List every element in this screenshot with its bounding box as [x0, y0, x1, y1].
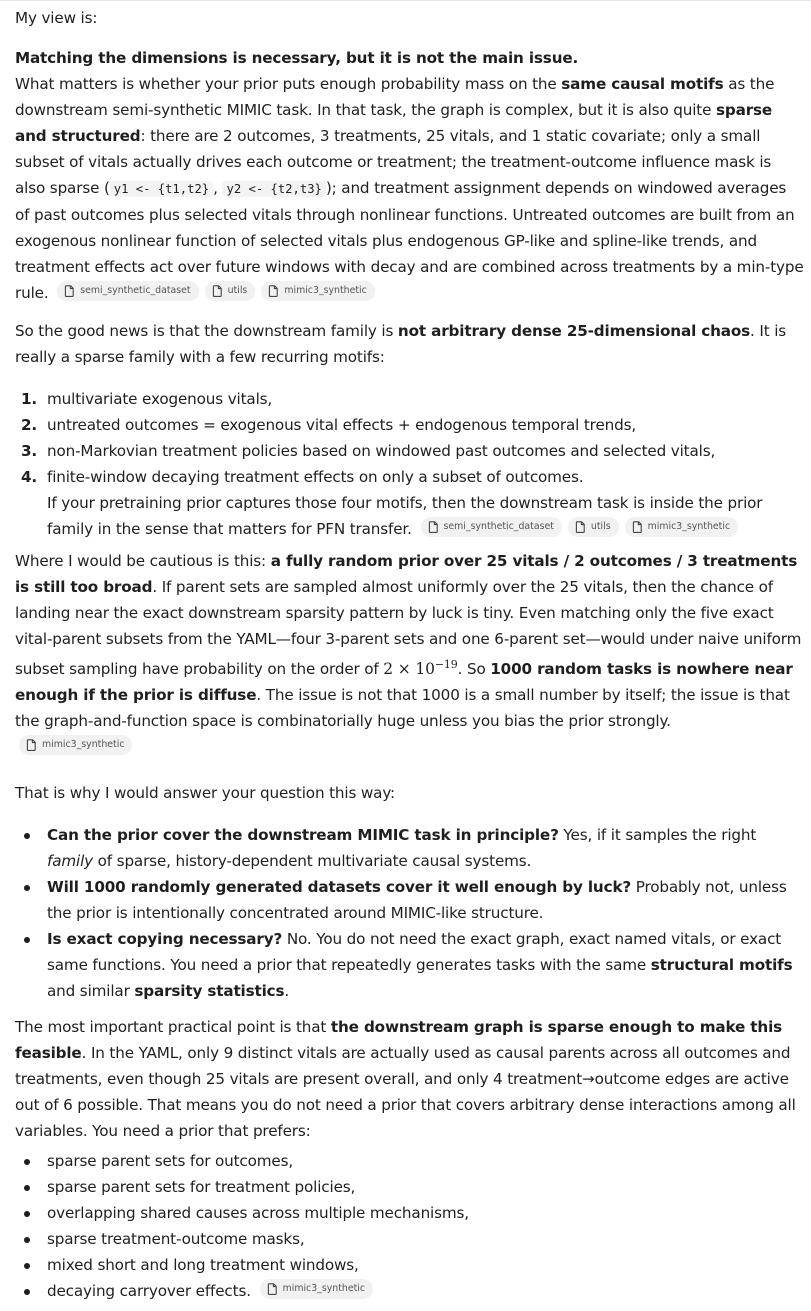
- list-text: sparse treatment-outcome masks,: [47, 1230, 305, 1249]
- source-chip-semi-synthetic-dataset[interactable]: [57, 281, 198, 301]
- bold-text: Will 1000 randomly generated datasets cover it well enough by luck?: [47, 878, 632, 897]
- math-base: 2 × 10: [383, 660, 435, 679]
- list-item: [15, 926, 805, 1004]
- bold-text: a fully random prior over 25 vitals / 2 outcomes / 3 treatments is still too broad: [15, 552, 798, 596]
- text: ,: [213, 179, 223, 197]
- inline-code: y2 <- {t2,t3}: [222, 181, 325, 197]
- source-chip-mimic3-synthetic[interactable]: [260, 1279, 373, 1299]
- text: and similar: [47, 982, 135, 1001]
- inline-code: y1 <- {t1,t2}: [110, 181, 213, 197]
- list-item: [15, 464, 805, 542]
- text: ); and treatment assignment depends on windowed averages of past outcomes plus selected vitals through nonlinear functions. Untreated outcomes are built from an exogenous nonlinear function of selected vitals plus endogenous GP-like and spline-like trends, and treatment effects act over future windows with decay and are combined across treatments by a min-type rule.: [15, 179, 804, 302]
- text: No. You do not need the exact graph, exact named vitals, or exact same functions. You need a prior that repeatedly generates tasks with the same: [47, 930, 782, 975]
- bullet-icon: [24, 833, 30, 839]
- list-text: sparse parent sets for treatment policies,: [47, 1178, 356, 1197]
- list-item: [15, 1278, 805, 1304]
- chip-label: mimic3_synthetic: [282, 1283, 366, 1295]
- source-chip-utils[interactable]: [205, 281, 256, 301]
- source-chip-utils[interactable]: [568, 517, 619, 537]
- text: So the good news is that the downstream family is: [15, 322, 398, 340]
- intro-line: My view is:: [15, 9, 98, 27]
- chip-label: semi_synthetic_dataset: [443, 521, 554, 532]
- paragraph-answer-intro: That is why I would answer your question this way:: [15, 784, 396, 803]
- list-text: sparse parent sets for outcomes,: [47, 1152, 294, 1171]
- paragraph-practical: [15, 1014, 805, 1144]
- list-text: untreated outcomes = exogenous vital effects + endogenous temporal trends,: [47, 416, 637, 434]
- file-icon: [575, 521, 586, 533]
- list-text: overlapping shared causes across multiple mechanisms,: [47, 1204, 469, 1223]
- bold-text: sparsity statistics: [134, 982, 285, 1001]
- list-followup-text: If your pretraining prior captures those four motifs, then the downstream task is inside the prior family in the sense that matters for PFN transfer.: [47, 494, 763, 538]
- chip-label: semi_synthetic_dataset: [80, 285, 191, 296]
- list-number: 4.: [21, 468, 38, 486]
- list-text: multivariate exogenous vitals,: [47, 390, 273, 408]
- list-item: [15, 386, 805, 412]
- text: Yes, if it samples the right: [558, 826, 757, 845]
- file-icon: [428, 521, 439, 533]
- bullet-icon: [24, 1237, 30, 1243]
- file-icon: [26, 739, 37, 751]
- italic-text: family: [47, 852, 93, 871]
- bullet-icon: [24, 1289, 30, 1295]
- paragraph-good-news: [15, 318, 805, 370]
- bold-text: 1000 random tasks is nowhere near enough if the prior is diffuse: [15, 660, 793, 705]
- bullet-icon: [24, 1185, 30, 1191]
- math-expression: [383, 660, 457, 678]
- text: Probably not, unless the prior is intentionally concentrated around MIMIC-like structure.: [47, 878, 787, 923]
- list-item: [15, 438, 805, 464]
- bold-text: structural motifs: [650, 956, 793, 975]
- list-text: mixed short and long treatment windows,: [47, 1256, 359, 1275]
- bold-text: Can the prior cover the downstream MIMIC task in principle?: [47, 826, 559, 845]
- text: . It is really a sparse family with a few recurring motifs:: [15, 322, 787, 366]
- source-chip-mimic3-synthetic[interactable]: [261, 281, 374, 301]
- bold-lead: Matching the dimensions is necessary, but it is not the main issue.: [15, 49, 579, 67]
- text: Where I would be cautious is this:: [15, 552, 271, 570]
- file-icon: [632, 521, 643, 533]
- paragraph-cautious: [15, 548, 805, 760]
- list-item: [15, 1148, 805, 1174]
- text: The most important practical point is that: [15, 1018, 331, 1037]
- file-icon: [212, 285, 223, 297]
- source-chip-mimic3-synthetic[interactable]: [19, 735, 132, 755]
- list-item: [15, 412, 805, 438]
- file-icon: [267, 1283, 278, 1295]
- text: . The issue is not that 1000 is a small number by itself; the issue is that the graph-and-function space is combinatorially huge unless you bias the prior strongly.: [15, 686, 790, 731]
- source-chip-mimic3-synthetic[interactable]: [625, 517, 738, 537]
- paragraph-dimensions: [15, 45, 805, 306]
- text: What matters is whether your prior puts enough probability mass on the: [15, 75, 562, 93]
- chip-label: mimic3_synthetic: [284, 285, 367, 296]
- bold-text: the downstream graph is sparse enough to make this feasible: [15, 1018, 783, 1063]
- text: .: [284, 982, 290, 1001]
- source-chip-semi-synthetic-dataset[interactable]: [421, 517, 562, 537]
- bold-text: Is exact copying necessary?: [47, 930, 283, 949]
- bullet-icon: [24, 1159, 30, 1165]
- file-icon: [268, 285, 279, 297]
- bullet-icon: [24, 937, 30, 943]
- bullet-icon: [24, 1211, 30, 1217]
- chip-label: utils: [227, 285, 248, 296]
- text: as the downstream semi-synthetic MIMIC task. In that task, the graph is complex, but it is also quite: [15, 75, 775, 119]
- list-text: decaying carryover effects.: [47, 1282, 251, 1301]
- file-icon: [64, 285, 75, 297]
- list-item: [15, 1252, 805, 1278]
- list-item: [15, 874, 805, 926]
- text: . So: [457, 660, 491, 679]
- list-item: [15, 822, 805, 874]
- text: . In the YAML, only 9 distinct vitals are actually used as causal parents across all outcomes and treatments, even though 25 vitals are present overall, and only 4 treatment→outcome edges are active out of 6 possible. That means you do not need a prior that covers arbitrary dense interactions among all variables. You need a prior that prefers:: [15, 1044, 796, 1141]
- list-text: finite-window decaying treatment effects on only a subset of outcomes.: [47, 468, 584, 486]
- text: . If parent sets are sampled almost uniformly over the 25 vitals, then the chance of landing near the exact downstream sparsity pattern by luck is tiny. Even matching only the five exact vital-parent subsets from the YAML—four 3-parent sets and one 6-parent set—would under naive uniform subset sampling have probability on the order of: [15, 578, 802, 679]
- list-number: 2.: [21, 416, 38, 434]
- list-item: [15, 1174, 805, 1200]
- bullet-icon: [24, 885, 30, 891]
- text: of sparse, history-dependent multivariate causal systems.: [92, 852, 532, 871]
- list-item: [15, 1200, 805, 1226]
- chip-label: mimic3_synthetic: [647, 521, 731, 532]
- list-item: [15, 1226, 805, 1252]
- prefers-list: [15, 1148, 805, 1304]
- chip-label: utils: [590, 521, 611, 532]
- bold-text: same causal motifs: [561, 75, 724, 93]
- response-body: [15, 5, 805, 1304]
- qa-list: [15, 822, 805, 1004]
- bold-text: sparse and structured: [15, 101, 773, 145]
- text: : there are 2 outcomes, 3 treatments, 25 vitals, and 1 static covariate; only a small subset of vitals actually drives each outcome or treatment; the treatment-outcome influence mask is also sparse (: [15, 127, 772, 197]
- math-exponent: −19: [434, 658, 458, 671]
- list-number: 3.: [21, 442, 38, 460]
- list-text: non-Markovian treatment policies based on windowed past outcomes and selected vitals,: [47, 442, 716, 460]
- motif-list: [15, 386, 805, 542]
- list-number: 1.: [21, 390, 38, 408]
- bullet-icon: [24, 1263, 30, 1269]
- chip-label: mimic3_synthetic: [42, 739, 125, 751]
- bold-text: not arbitrary dense 25-dimensional chaos: [397, 322, 751, 340]
